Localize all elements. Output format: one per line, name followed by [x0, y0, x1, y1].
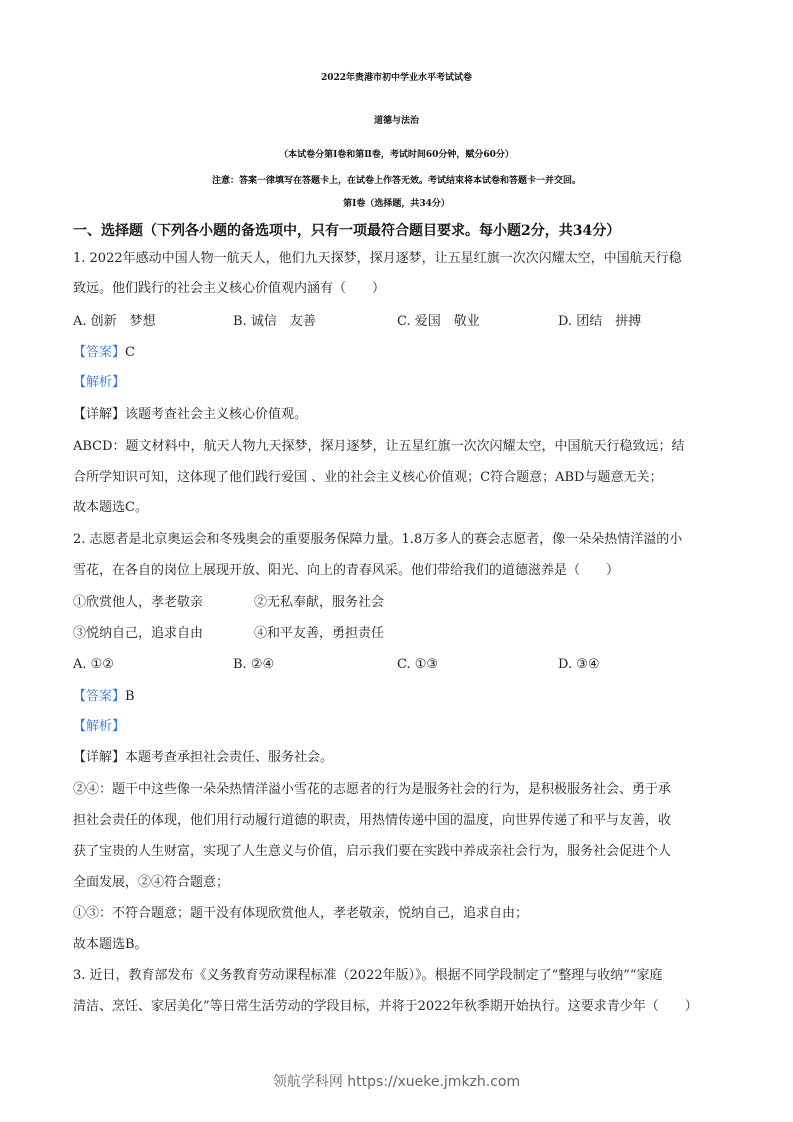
q1-answer — [73, 344, 135, 362]
section1-heading: 一、选择题（下列各小题的备选项中，只有一项最符合题目要求。每小题2分，共34分） — [73, 223, 621, 239]
q1-option-b: B. 诚信 友善 — [233, 314, 316, 329]
q2-item-4: ④和平友善，勇担责任 — [254, 626, 385, 641]
q2-explanation-line3: 获了宝贵的人生财富，实现了人生意义与价值，启示我们要在实践中养成亲社会行为，服务社会促进个人 — [73, 844, 672, 859]
q2-option-d: D. ③④ — [558, 657, 600, 672]
footer-watermark: 领航学科网 https://xueke.jmkzh.com — [272, 1074, 521, 1090]
exam-notice: 注意：答案一律填写在答题卡上，在试卷上作答无效。考试结束将本试卷和答题卡一并交回。 — [211, 176, 581, 186]
q1-detail — [73, 406, 307, 424]
q2-item-2: ②无私奉献，服务社会 — [254, 595, 385, 610]
q1-stem-line1: 1. 2022年感动中国人物一航天人，他们九天探梦，探月逐梦，让五星红旗一次次闪耀太空，中国航天行稳 — [73, 251, 682, 266]
q2-answer — [73, 688, 135, 706]
q2-option-b: B. ②④ — [233, 657, 275, 672]
q1-option-d: D. 团结 拼搏 — [558, 314, 642, 329]
q1-explanation-line1: ABCD：题文材料中，航天人物九天探梦，探月逐梦，让五星红旗一次次闪耀太空，中国航天行稳致远；结 — [73, 439, 685, 454]
q2-stem-line1: 2. 志愿者是北京奥运会和冬残奥会的重要服务保障力量。1.8万多人的赛会志愿者，像一朵朵热情洋溢的小 — [73, 532, 683, 547]
q2-item-1: ①欣赏他人，孝老敬亲 — [73, 595, 204, 610]
q1-stem-line2: 致远。他们践行的社会主义核心价值观内涵有（ ） — [73, 281, 386, 296]
answer-value: B — [125, 689, 135, 704]
q2-explanation-line4: 全面发展，②④符合题意； — [73, 875, 230, 890]
q1-option-c: C. 爱国 敬业 — [397, 314, 480, 329]
q2-item-3: ③悦纳自己，追求自由 — [73, 626, 204, 641]
q2-stem-line2: 雪花，在各自的岗位上展现开放、阳光、向上的青春风采。他们带给我们的道德滋养是（ ） — [73, 563, 620, 578]
q2-detail — [73, 749, 333, 767]
answer-tag: 【答案】 — [73, 689, 126, 704]
q1-explanation-line3: 故本题选C。 — [73, 500, 148, 515]
detail-text: 本题考查承担社会责任、服务社会。 — [125, 750, 334, 765]
q2-explanation-line5: ①③：不符合题意；题干没有体现欣赏他人，孝老敬亲，悦纳自己，追求自由； — [73, 906, 529, 921]
q2-option-c: C. ①③ — [397, 657, 439, 672]
detail-text: 该题考查社会主义核心价值观。 — [125, 407, 308, 422]
subject-title: 道德与法治 — [373, 116, 419, 126]
part1-heading: 第Ⅰ卷（选择题，共34分） — [343, 199, 450, 209]
detail-tag: 【详解】 — [73, 407, 126, 422]
q2-option-a: A. ①② — [73, 657, 114, 672]
q1-option-a: A. 创新 梦想 — [73, 314, 156, 329]
q2-explanation-line1: ②④：题干中这些像一朵朵热情洋溢小雪花的志愿者的行为是服务社会的行为，是积极服务社会、勇于承 — [73, 782, 672, 797]
detail-tag: 【详解】 — [73, 750, 126, 765]
q1-explanation-line2: 合所学知识可知，这体现了他们践行爱国 、业的社会主义核心价值观；C符合题意；ABD与题意无关； — [73, 470, 663, 485]
exam-info: （本试卷分第Ⅰ卷和第Ⅱ卷，考试时间60分钟，赋分60分） — [279, 150, 514, 160]
answer-tag: 【答案】 — [73, 345, 126, 360]
q2-explanation-line6: 故本题选B。 — [73, 937, 148, 952]
answer-value: C — [125, 345, 135, 360]
q3-stem-line2: 清洁、烹饪、家居美化”等日常生活劳动的学段目标，并将于2022年秋季期开始执行。这要求青少年（ ） — [73, 999, 698, 1014]
exam-title: 2022年贵港市初中学业水平考试试卷 — [320, 73, 473, 83]
q2-analysis-tag: 【解析】 — [73, 719, 126, 734]
q1-analysis-tag: 【解析】 — [73, 375, 126, 390]
q3-stem-line1: 3. 近日，教育部发布《义务教育劳动课程标准（2022年版）》。根据不同学段制定了“整理与收纳”“家庭 — [73, 968, 663, 983]
q2-explanation-line2: 担社会责任的体现，他们用行动履行道德的职责，用热情传递中国的温度，向世界传递了和平与友善，收 — [73, 813, 672, 828]
